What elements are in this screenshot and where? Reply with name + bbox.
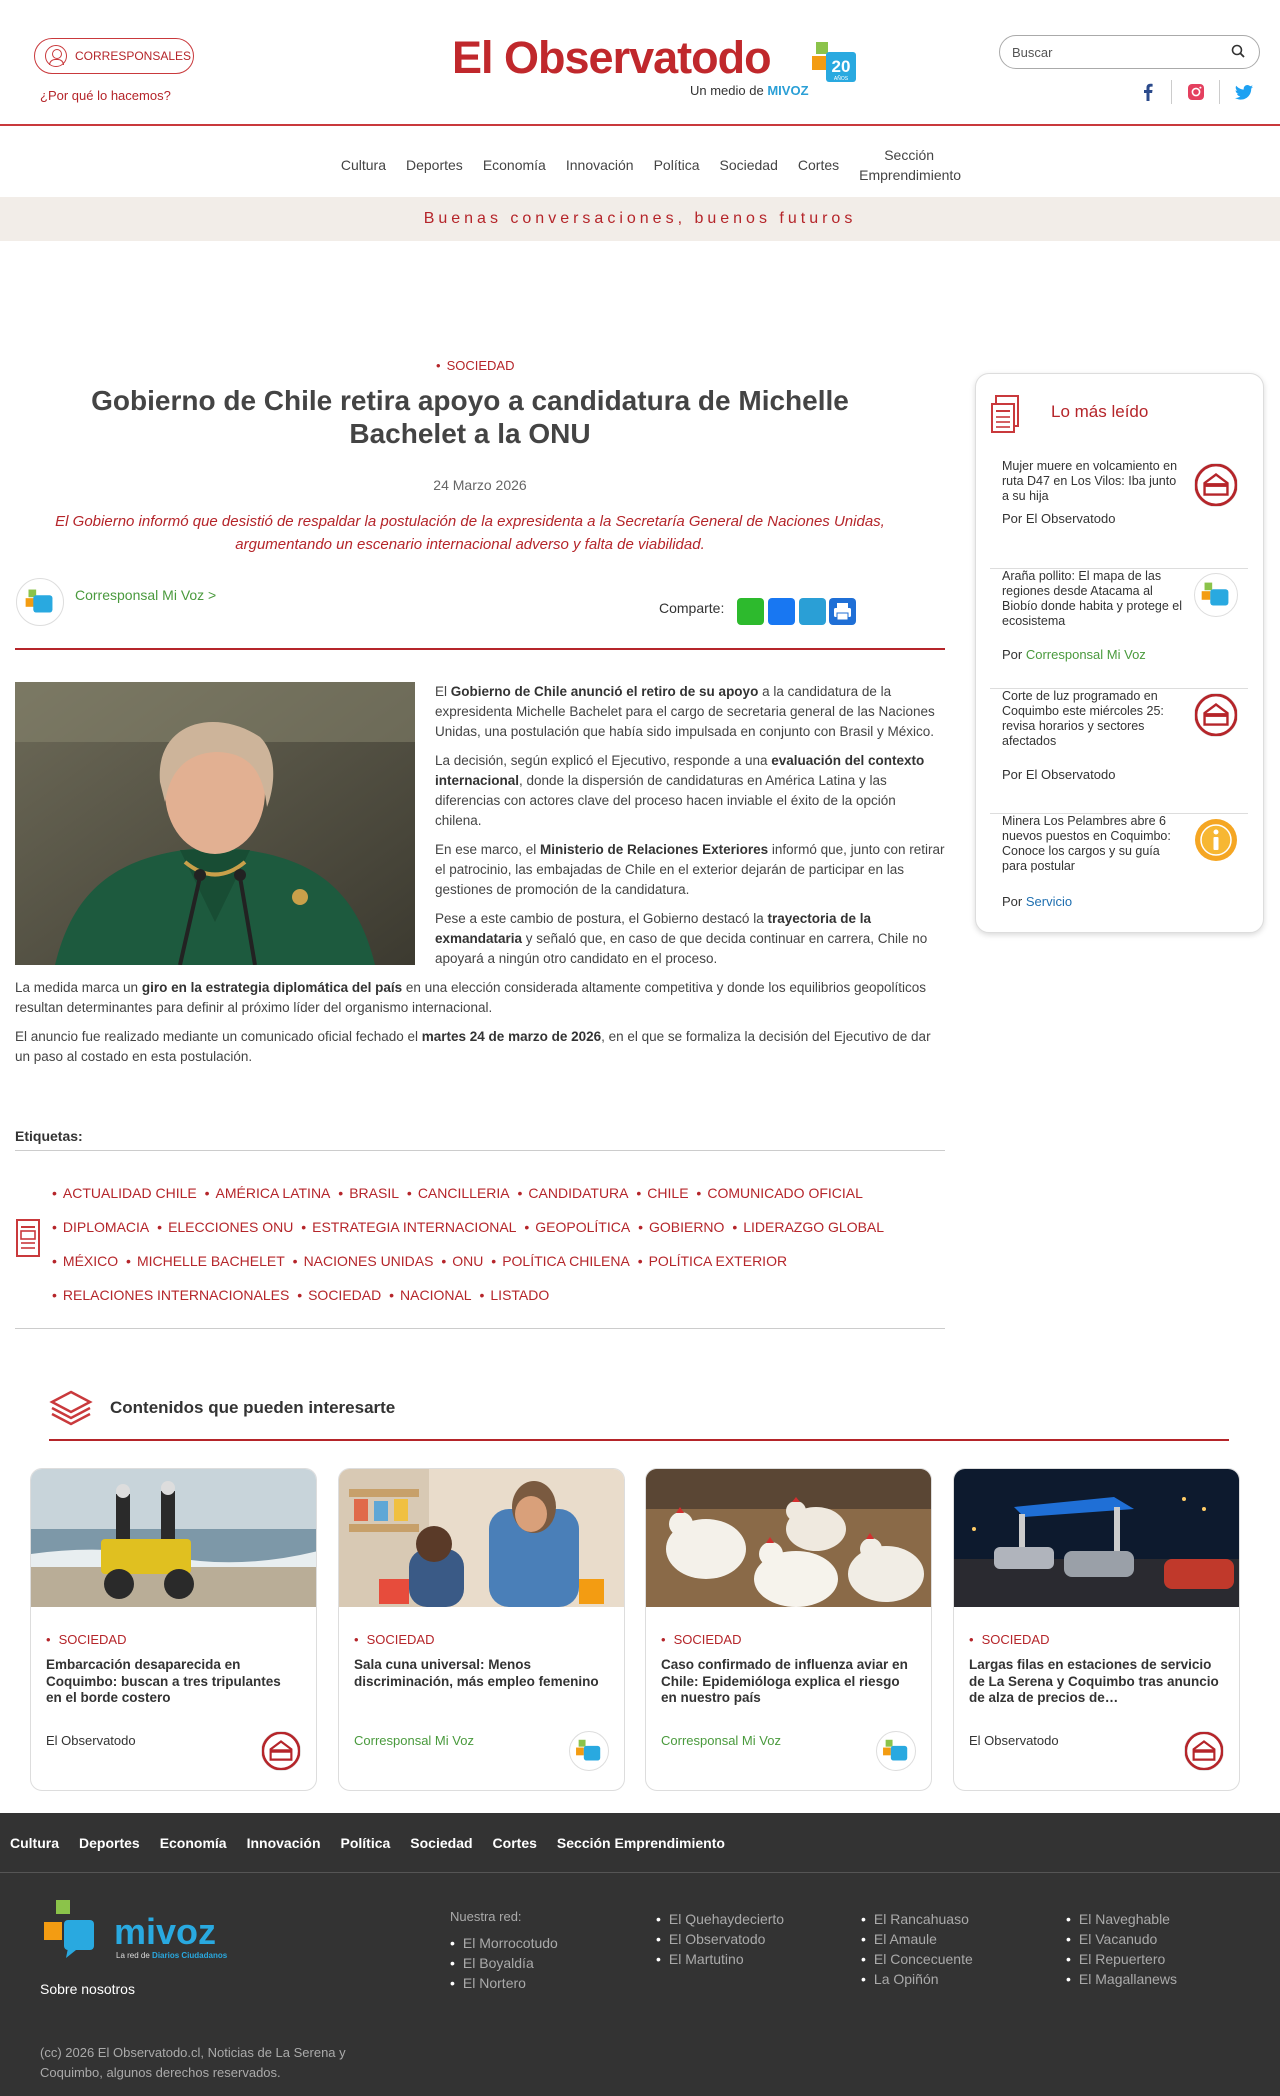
most-read-headline[interactable]: Araña pollito: El mapa de las regiones desde Atacama al Biobío donde habita y protege el ecosistema xyxy=(1002,569,1182,628)
nav-item-sociedad[interactable]: Sociedad xyxy=(719,157,778,173)
network-site-link[interactable]: • El Observatodo xyxy=(656,1929,784,1949)
card-source: El Observatodo xyxy=(969,1733,1059,1748)
layers-icon xyxy=(49,1388,93,1428)
most-read-source: Por Servicio xyxy=(1002,894,1073,909)
network-site-link[interactable]: • El Quehaydecierto xyxy=(656,1909,784,1929)
article-paragraph: La medida marca un giro en la estrategia diplomática del país en una elección considerada altamente competitiva y donde los equilibrios geopolíticos resultan determinantes para definir al próximo líder del organismo internacional. xyxy=(15,980,926,1015)
most-read-headline[interactable]: Minera Los Pelambres abre 6 nuevos puestos en Coquimbo: Conoce los cargos y su guía para postular xyxy=(1002,814,1171,873)
nav-item-politica[interactable]: Política xyxy=(653,157,700,173)
observatodo-icon xyxy=(262,1732,300,1770)
tags-divider xyxy=(15,1150,945,1151)
card-source: Corresponsal Mi Voz xyxy=(661,1733,781,1748)
footer-nav-deportes[interactable]: Deportes xyxy=(79,1834,140,1851)
observatodo-icon xyxy=(1195,464,1237,506)
network-site-link[interactable]: • El Naveghable xyxy=(1066,1909,1177,1929)
footer-nav-sociedad[interactable]: Sociedad xyxy=(410,1834,473,1851)
nav-item-deportes[interactable]: Deportes xyxy=(406,157,463,173)
logo-badge-icon xyxy=(812,40,860,86)
most-read-headline[interactable]: Corte de luz programado en Coquimbo este miércoles 25: revisa horarios y sectores afectados xyxy=(1002,689,1164,748)
card-source: El Observatodo xyxy=(46,1733,136,1748)
footer-nav-economia[interactable]: Economía xyxy=(159,1834,227,1851)
article-category[interactable]: • SOCIEDAD xyxy=(436,358,514,373)
newspaper-icon xyxy=(990,394,1022,434)
tags-label: Etiquetas: xyxy=(15,1128,83,1144)
tag-link[interactable]: • DIPLOMACIA xyxy=(52,1210,149,1244)
card-image xyxy=(339,1469,625,1607)
network-site-link[interactable]: • La Opiñón xyxy=(861,1969,973,1989)
related-card[interactable] xyxy=(30,1468,317,1791)
article-paragraph: El anuncio fue realizado mediante un comunicado oficial fechado el martes 24 de marzo de 2026, en el que se formaliza la decisión del Ejecutivo de dar un paso al costado en esta postulación. xyxy=(15,1029,931,1064)
most-read-item[interactable] xyxy=(990,459,1248,569)
about-link[interactable]: Sobre nosotros xyxy=(40,1981,135,1997)
tag-link[interactable]: • RELACIONES INTERNACIONALES xyxy=(52,1278,289,1312)
main-nav xyxy=(300,140,1000,190)
mivoz-tagline: La red de Diarios Ciudadanos xyxy=(116,1951,228,1960)
article-lead: El Gobierno informó que desistió de respaldar la postulación de la expresidenta a la Secretaría General de Naciones Unidas, argumentando un escenario internacional adverso y falta de viabilidad. xyxy=(55,513,885,553)
nav-item-innovacion[interactable]: Innovación xyxy=(565,157,634,173)
most-read-headline[interactable]: Mujer muere en volcamiento en ruta D47 en Los Vilos: Iba junto a su hija xyxy=(1002,459,1178,503)
nav-item-cultura[interactable]: Cultura xyxy=(340,157,386,173)
tag-link[interactable]: • GOBIERNO xyxy=(638,1210,724,1244)
info-icon xyxy=(1194,818,1238,862)
observatodo-avatar xyxy=(1194,693,1238,737)
tag-link[interactable]: • NACIONAL xyxy=(389,1278,471,1312)
print-button[interactable] xyxy=(829,598,856,625)
most-read-source: Por Corresponsal Mi Voz xyxy=(1002,647,1146,662)
tag-link[interactable]: • POLÍTICA CHILENA xyxy=(491,1244,630,1278)
tag-link[interactable]: • CHILE xyxy=(636,1176,688,1210)
article-photo xyxy=(15,682,415,965)
observatodo-icon xyxy=(1195,694,1237,736)
corresponsales-label: CORRESPONSALES xyxy=(75,49,192,63)
card-title[interactable]: Sala cuna universal: Menos discriminación, más empleo femenino xyxy=(354,1657,599,1689)
tag-link[interactable]: • LISTADO xyxy=(479,1278,549,1312)
mivoz-avatar xyxy=(876,1731,916,1771)
network-site-link[interactable]: • El Repuertero xyxy=(1066,1949,1177,1969)
search-input[interactable] xyxy=(999,35,1260,69)
why-link[interactable]: ¿Por qué lo hacemos? xyxy=(40,88,171,103)
network-site-link[interactable]: • El Boyaldía xyxy=(450,1953,558,1973)
nav-item-cortes[interactable]: Cortes xyxy=(797,157,840,173)
article-body xyxy=(15,682,945,1076)
article-paragraph: La decisión, según explicó el Ejecutivo, responde a una evaluación del contexto internacional, donde la dispersión de candidaturas en América Latina y las diferencias con actores clave del proceso hacen inviable el éxito de la opción chilena. xyxy=(435,753,925,828)
mivoz-icon xyxy=(877,1732,915,1770)
most-read-source: Por El Observatodo xyxy=(1002,511,1116,526)
card-image xyxy=(954,1469,1240,1607)
observatodo-avatar xyxy=(261,1731,301,1771)
card-title[interactable]: Largas filas en estaciones de servicio de La Serena y Coquimbo tras anuncio de alza de precios de… xyxy=(969,1657,1219,1705)
network-site-link[interactable]: • El Martutino xyxy=(656,1949,784,1969)
facebook-share-button[interactable] xyxy=(768,598,795,625)
mivoz-wordmark: mivoz xyxy=(114,1911,217,1952)
tag-link[interactable]: • CANDIDATURA xyxy=(518,1176,629,1210)
card-category: • SOCIEDAD xyxy=(46,1632,126,1647)
tag-link[interactable]: • MICHELLE BACHELET xyxy=(126,1244,285,1278)
print-icon xyxy=(829,598,856,625)
article-paragraph: En ese marco, el Ministerio de Relaciones Exteriores informó que, junto con retirar el patrocinio, las embajadas de Chile en el exterior dejarán de participar en las gestiones de promoción de la candidatura. xyxy=(435,842,945,897)
site-footer xyxy=(0,1813,1280,2096)
observatodo-icon xyxy=(1185,1732,1223,1770)
tag-link[interactable]: • BRASIL xyxy=(338,1176,399,1210)
author-avatar[interactable] xyxy=(16,578,64,626)
tag-link[interactable]: • ONU xyxy=(441,1244,483,1278)
servicio-avatar xyxy=(1194,818,1238,862)
article-paragraph: El Gobierno de Chile anunció el retiro de su apoyo a la candidatura de la expresidenta Michelle Bachelet para el cargo de secretaria general de las Naciones Unidas, una postulación que había sido impulsada en conjunto con Brasil y México. xyxy=(435,684,935,739)
tag-link[interactable]: • LIDERAZGO GLOBAL xyxy=(732,1210,884,1244)
network-site-link[interactable]: • El Magallanews xyxy=(1066,1969,1177,1989)
card-category: • SOCIEDAD xyxy=(969,1632,1049,1647)
tag-link[interactable]: • NACIONES UNIDAS xyxy=(293,1244,434,1278)
logo-badge-sub: AÑOS xyxy=(833,76,849,82)
observatodo-avatar xyxy=(1184,1731,1224,1771)
twitter-icon[interactable] xyxy=(1220,80,1268,104)
card-category: • SOCIEDAD xyxy=(354,1632,434,1647)
logo-text: El Observatodo xyxy=(452,32,771,83)
footer-nav xyxy=(0,1813,1280,1873)
network-site-link[interactable]: • El Amaule xyxy=(861,1929,973,1949)
mivoz-avatar xyxy=(569,1731,609,1771)
article-date: 24 Marzo 2026 xyxy=(433,477,527,493)
observatodo-avatar xyxy=(1194,463,1238,507)
most-read-panel xyxy=(975,373,1264,933)
network-column xyxy=(656,1909,784,1969)
most-read-title: Lo más leído xyxy=(1051,402,1149,421)
mivoz-logo[interactable] xyxy=(44,1900,244,1966)
tag-link[interactable]: • GEOPOLÍTICA xyxy=(524,1210,630,1244)
footer-nav-politica[interactable]: Política xyxy=(340,1834,391,1851)
card-image xyxy=(31,1469,317,1607)
logo-subtitle xyxy=(690,83,809,98)
share-label: Comparte: xyxy=(659,600,725,616)
copyright: (cc) 2026 El Observatodo.cl, Noticias de La Serena y Coquimbo, algunos derechos reservados. xyxy=(40,2045,346,2080)
related-card[interactable] xyxy=(645,1468,932,1791)
card-source: Corresponsal Mi Voz xyxy=(354,1733,474,1748)
logo-sub-brand: MIVOZ xyxy=(767,83,809,98)
logo-sub-prefix: Un medio de xyxy=(690,83,764,98)
related-divider xyxy=(49,1439,1229,1441)
user-icon xyxy=(45,45,67,67)
nav-item-economia[interactable]: Economía xyxy=(482,157,546,173)
network-site-link[interactable]: • El Rancahuaso xyxy=(861,1909,973,1929)
related-card[interactable] xyxy=(338,1468,625,1791)
tag-link[interactable]: • SOCIEDAD xyxy=(297,1278,381,1312)
most-read-source: Por El Observatodo xyxy=(1002,767,1116,782)
footer-nav-cortes[interactable]: Cortes xyxy=(492,1834,537,1851)
tag-link[interactable]: • MÉXICO xyxy=(52,1244,118,1278)
logo-badge-number: 20 xyxy=(831,57,851,76)
card-category: • SOCIEDAD xyxy=(661,1632,741,1647)
site-logo[interactable] xyxy=(452,32,872,102)
footer-nav-innovacion[interactable]: Innovación xyxy=(246,1834,321,1851)
mivoz-icon xyxy=(570,1732,608,1770)
related-title: Contenidos que pueden interesarte xyxy=(110,1398,396,1417)
tag-link[interactable]: • POLÍTICA EXTERIOR xyxy=(638,1244,787,1278)
network-site-link[interactable]: • El Morrocotudo xyxy=(450,1933,558,1953)
instagram-icon[interactable] xyxy=(1172,80,1220,104)
card-image xyxy=(646,1469,932,1607)
twitter-share-button[interactable] xyxy=(799,598,826,625)
related-card[interactable] xyxy=(953,1468,1240,1791)
corresponsales-button[interactable] xyxy=(34,38,194,74)
tags-list xyxy=(52,1176,932,1312)
tag-link[interactable]: • ESTRATEGIA INTERNACIONAL xyxy=(301,1210,516,1244)
network-column xyxy=(450,1933,558,1993)
network-site-link[interactable]: • El Concecuente xyxy=(861,1949,973,1969)
nav-item-emprendimiento[interactable]: Sección Emprendimiento xyxy=(859,147,962,183)
network-column xyxy=(1066,1909,1177,1989)
most-read-item[interactable] xyxy=(990,814,1248,934)
tag-link[interactable]: • AMÉRICA LATINA xyxy=(205,1176,331,1210)
footer-nav-cultura[interactable]: Cultura xyxy=(10,1834,59,1851)
most-read-item[interactable] xyxy=(990,689,1248,814)
social-links xyxy=(1124,80,1268,104)
mivoz-icon xyxy=(1195,574,1237,616)
tag-link[interactable]: • CANCILLERIA xyxy=(407,1176,510,1210)
tag-link[interactable]: • ELECCIONES ONU xyxy=(157,1210,293,1244)
article-separator xyxy=(15,648,945,650)
search-placeholder: Buscar xyxy=(1012,44,1053,60)
whatsapp-share-button[interactable] xyxy=(737,598,764,625)
newspaper-icon xyxy=(15,1218,43,1258)
search-icon[interactable] xyxy=(1231,44,1245,58)
article-title: Gobierno de Chile retira apoyo a candidatura de Michelle Bachelet a la ONU xyxy=(91,385,849,449)
site-header xyxy=(0,0,1280,126)
tagline-bar: Buenas conversaciones, buenos futuros xyxy=(0,197,1280,241)
mivoz-avatar xyxy=(1194,573,1238,617)
network-label: Nuestra red: xyxy=(450,1909,522,1924)
most-read-item[interactable] xyxy=(990,569,1248,689)
author-link[interactable]: Corresponsal Mi Voz > xyxy=(75,587,217,603)
network-site-link[interactable]: • El Nortero xyxy=(450,1973,558,1993)
network-column xyxy=(861,1909,973,1989)
footer-nav-emprendimiento[interactable]: Sección Emprendimiento xyxy=(556,1834,725,1851)
tag-link[interactable]: • ACTUALIDAD CHILE xyxy=(52,1176,197,1210)
network-site-link[interactable]: • El Vacanudo xyxy=(1066,1929,1177,1949)
tag-link[interactable]: • COMUNICADO OFICIAL xyxy=(696,1176,862,1210)
tags-divider-bottom xyxy=(15,1328,945,1329)
card-title[interactable]: Caso confirmado de influenza aviar en Chile: Epidemióloga explica el riesgo en nuestro país xyxy=(661,1657,908,1705)
article-paragraph: Pese a este cambio de postura, el Gobierno destacó la trayectoria de la exmandataria y señaló que, en caso de que decida continuar en carrera, Chile no apoyará a ningún otro candidato en el proceso. xyxy=(435,911,928,966)
facebook-icon[interactable] xyxy=(1124,80,1172,104)
card-title[interactable]: Embarcación desaparecida en Coquimbo: buscan a tres tripulantes en el borde costero xyxy=(46,1657,281,1705)
